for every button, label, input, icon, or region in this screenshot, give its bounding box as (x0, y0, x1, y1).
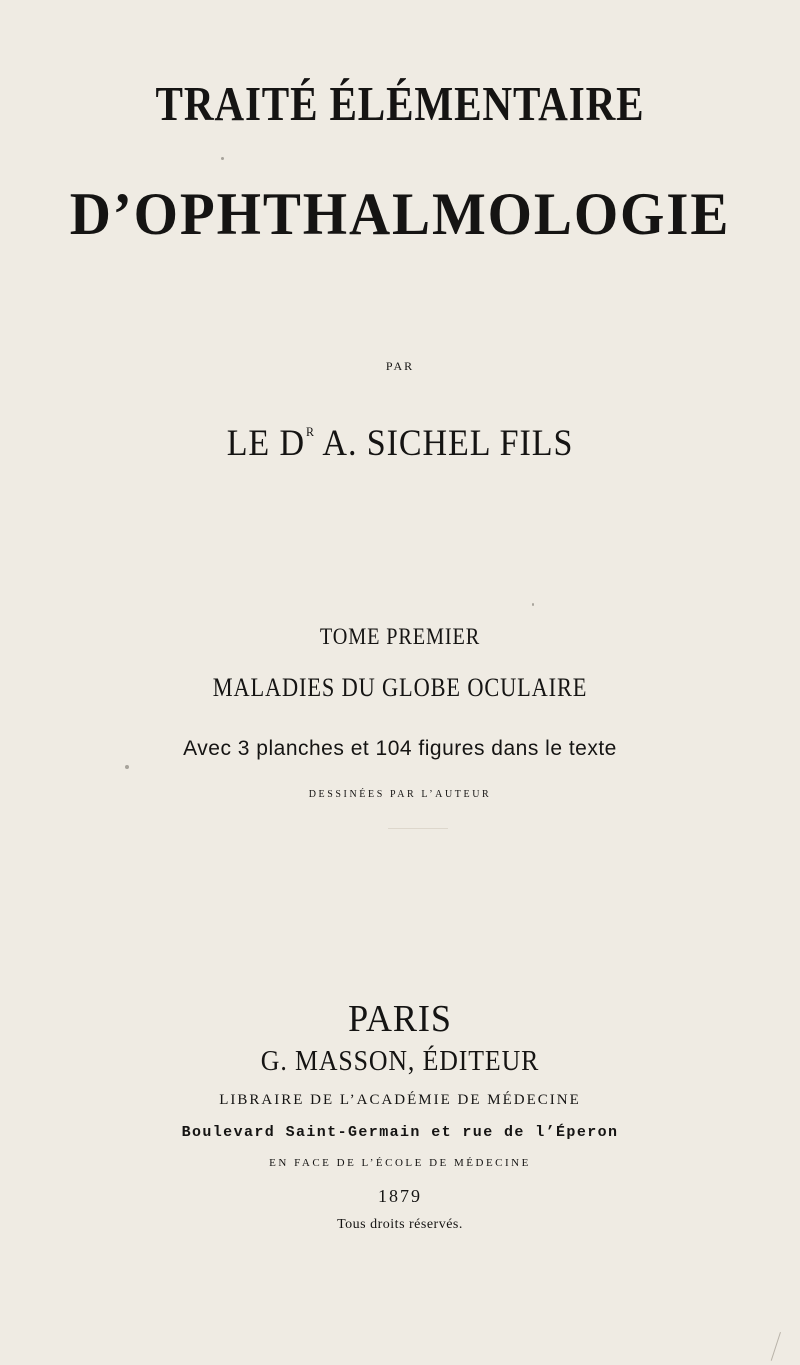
rights-notice: Tous droits réservés. (337, 1217, 463, 1232)
volume-label: TOME PREMIER (319, 624, 481, 649)
book-title-line1: TRAITÉ ÉLÉMENTAIRE (155, 76, 645, 131)
publisher-address: Boulevard Saint-Germain et rue de l’Éperon (181, 1124, 619, 1141)
address-location-note: EN FACE DE L’ÉCOLE DE MÉDECINE (269, 1157, 531, 1169)
publisher-name: G. MASSON, ÉDITEUR (260, 1045, 540, 1077)
author-title-superscript: R (305, 424, 315, 439)
drawn-by-note: DESSINÉES PAR L’AUTEUR (308, 789, 492, 800)
paper-speck (221, 157, 224, 160)
page-corner-crease (771, 1332, 795, 1365)
paper-speck (125, 765, 129, 769)
publication-year: 1879 (378, 1186, 422, 1206)
byline-label: PAR (385, 359, 415, 373)
subject-title: MALADIES DU GLOBE OCULAIRE (212, 673, 588, 702)
author-prefix: LE D (226, 423, 306, 464)
author-name: A. SICHEL FILS (314, 423, 574, 464)
paper-speck (532, 603, 534, 606)
imprint-city: PARIS (348, 998, 452, 1040)
publisher-role: LIBRAIRE DE L’ACADÉMIE DE MÉDECINE (219, 1092, 581, 1108)
faint-rule (388, 828, 448, 829)
illustrations-note: Avec 3 planches et 104 figures dans le texte (183, 737, 617, 760)
author-line (32, 425, 768, 462)
book-title-line2: D’OPHTHALMOLOGIE (69, 181, 731, 247)
